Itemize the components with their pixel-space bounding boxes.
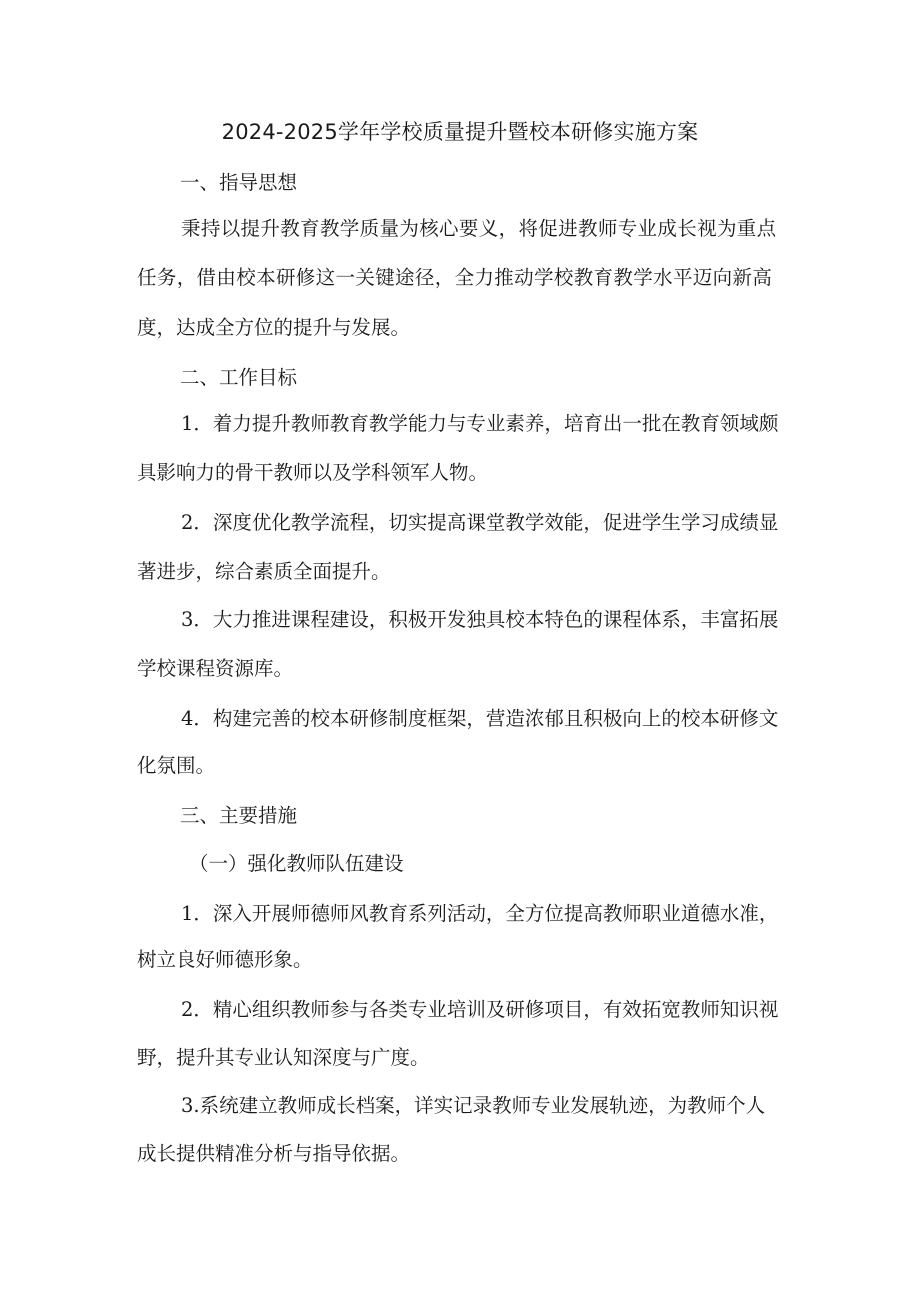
paragraph-line: 成长提供精准分析与指导依据。 xyxy=(137,1142,411,1165)
paragraph-line: 树立良好师德形象。 xyxy=(137,948,313,971)
paragraph-line: 学校课程资源库。 xyxy=(137,657,294,680)
paragraph-line: 度，达成全方位的提升与发展。 xyxy=(137,316,411,339)
paragraph-line: 秉持以提升教育教学质量为核心要义，将促进教师专业成长视为重点 xyxy=(181,217,777,240)
paragraph-line: 2．精心组织教师参与各类专业培训及研修项目，有效拓宽教师知识视 xyxy=(181,998,779,1021)
paragraph-line: 化氛围。 xyxy=(137,754,216,777)
section-heading-3: 三、主要措施 xyxy=(180,804,298,827)
paragraph-line: 3．大力推进课程建设，积极开发独具校本特色的课程体系，丰富拓展 xyxy=(181,608,779,631)
paragraph-line: 具影响力的骨干教师以及学科领军人物。 xyxy=(137,461,489,484)
subsection-heading: （一）强化教师队伍建设 xyxy=(189,852,404,875)
paragraph-line: 3.系统建立教师成长档案，详实记录教师专业发展轨迹，为教师个人 xyxy=(181,1094,766,1117)
paragraph-line: 2．深度优化教学流程，切实提高课堂教学效能，促进学生学习成绩显 xyxy=(181,511,779,534)
document-title: 2024-2025学年学校质量提升暨校本研修实施方案 xyxy=(221,120,699,144)
paragraph-line: 任务，借由校本研修这一关键途径，全力推动学校教育教学水平迈向新高 xyxy=(137,266,773,289)
paragraph-line: 著进步，综合素质全面提升。 xyxy=(137,560,391,583)
paragraph-line: 1．着力提升教师教育教学能力与专业素养，培育出一批在教育领域颇 xyxy=(181,412,779,435)
section-heading-1: 一、指导思想 xyxy=(180,171,298,194)
paragraph-line: 1．深入开展师德师风教育系列活动，全方位提高教师职业道德水准， xyxy=(181,902,779,925)
section-heading-2: 二、工作目标 xyxy=(180,366,298,389)
paragraph-line: 4．构建完善的校本研修制度框架，营造浓郁且积极向上的校本研修文 xyxy=(181,707,779,730)
paragraph-line: 野，提升其专业认知深度与广度。 xyxy=(137,1046,430,1069)
